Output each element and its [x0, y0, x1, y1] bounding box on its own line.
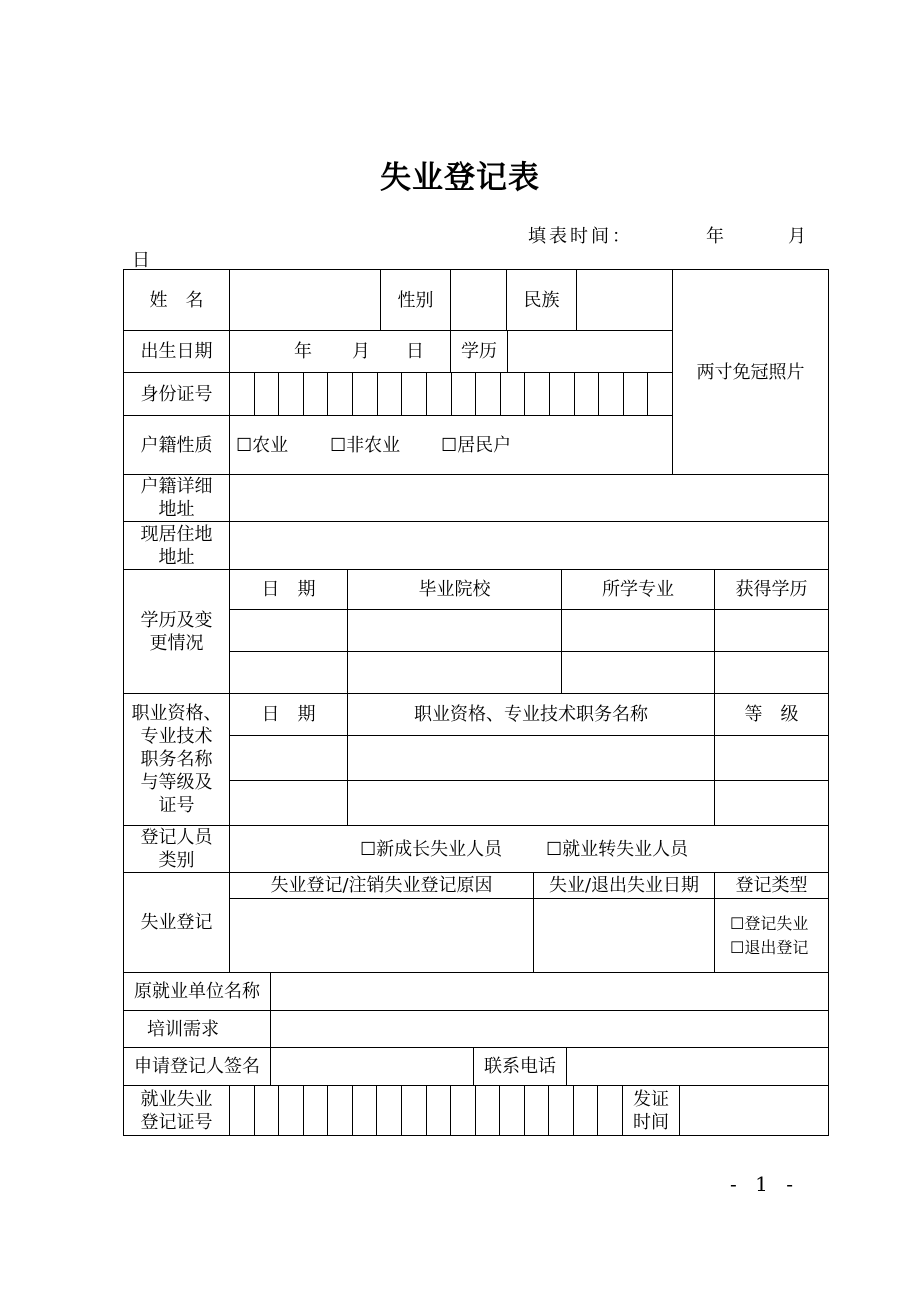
photo-placeholder[interactable]: 两寸免冠照片 — [696, 361, 805, 383]
birth-month-label: 月 — [352, 341, 370, 362]
household-address-label: 户籍详细 地址 — [140, 476, 213, 520]
option-register-unemployment[interactable]: ☐登记失业 — [730, 914, 809, 933]
edu-header-date: 日 期 — [261, 579, 316, 600]
edu-header-degree: 获得学历 — [735, 579, 808, 600]
applicant-signature-label: 申请登记人签名 — [134, 1056, 260, 1077]
edu-header-school: 毕业院校 — [418, 579, 491, 600]
option-agricultural[interactable]: ☐农业 — [236, 434, 289, 456]
education-history-label: 学历及变 更情况 — [140, 609, 213, 654]
current-address-field[interactable] — [230, 522, 828, 569]
page-number: - 1 - — [730, 1172, 799, 1196]
birth-date-label: 出生日期 — [140, 341, 213, 362]
issue-time-label: 发证 时间 — [633, 1088, 669, 1133]
qual-header-title: 职业资格、专业技术职务名称 — [414, 704, 648, 725]
option-new-unemployed[interactable]: ☐新成长失业人员 — [360, 838, 503, 860]
qual-header-level: 等 级 — [744, 704, 799, 725]
fill-time-month: 月 — [788, 226, 806, 247]
former-employer-label: 原就业单位名称 — [134, 981, 260, 1002]
reg-header-type: 登记类型 — [735, 875, 808, 896]
household-address-field[interactable] — [230, 475, 828, 521]
reg-header-reason: 失业登记/注销失业登记原因 — [270, 875, 493, 896]
name-label: 姓 名 — [149, 289, 204, 311]
name-field[interactable] — [230, 270, 380, 330]
form-title: 失业登记表 — [380, 160, 540, 196]
option-employed-to-unemployed[interactable]: ☐就业转失业人员 — [546, 838, 689, 860]
edu-header-major: 所学专业 — [602, 579, 674, 600]
applicant-signature-field[interactable] — [271, 1048, 473, 1085]
training-needs-label: 培训需求 — [147, 1018, 219, 1040]
education-field[interactable] — [508, 331, 672, 372]
fill-time-label: 填表时间： — [528, 226, 633, 247]
birth-year-label: 年 — [294, 341, 312, 362]
training-needs-field[interactable] — [271, 1011, 828, 1047]
contact-phone-field[interactable] — [567, 1048, 828, 1085]
birth-day-label: 日 — [406, 341, 424, 362]
qual-header-date: 日 期 — [261, 704, 316, 725]
education-label: 学历 — [461, 341, 497, 362]
household-type-label: 户籍性质 — [140, 434, 213, 456]
option-resident[interactable]: ☐居民户 — [441, 434, 512, 456]
fill-time-year: 年 — [706, 226, 724, 247]
contact-phone-label: 联系电话 — [484, 1056, 556, 1077]
qualification-label: 职业资格、 专业技术 职务名称 与等级及 证号 — [131, 703, 222, 816]
gender-field[interactable] — [451, 270, 506, 330]
option-exit-registration[interactable]: ☐退出登记 — [730, 938, 809, 957]
former-employer-field[interactable] — [271, 973, 828, 1010]
ethnicity-label: 民族 — [523, 289, 560, 311]
unemployment-registration-label: 失业登记 — [140, 912, 213, 933]
ethnicity-field[interactable] — [577, 270, 672, 330]
certificate-number-label: 就业失业 登记证号 — [140, 1088, 213, 1133]
fill-time-day: 日 — [132, 250, 150, 271]
current-address-label: 现居住地 地址 — [140, 523, 213, 568]
reg-header-date: 失业/退出失业日期 — [548, 875, 700, 896]
gender-label: 性别 — [397, 289, 434, 311]
option-non-agricultural[interactable]: ☐非农业 — [330, 434, 401, 456]
registrant-category-label: 登记人员 类别 — [140, 827, 213, 871]
id-number-label: 身份证号 — [140, 383, 213, 405]
issue-time-field[interactable] — [680, 1086, 828, 1135]
